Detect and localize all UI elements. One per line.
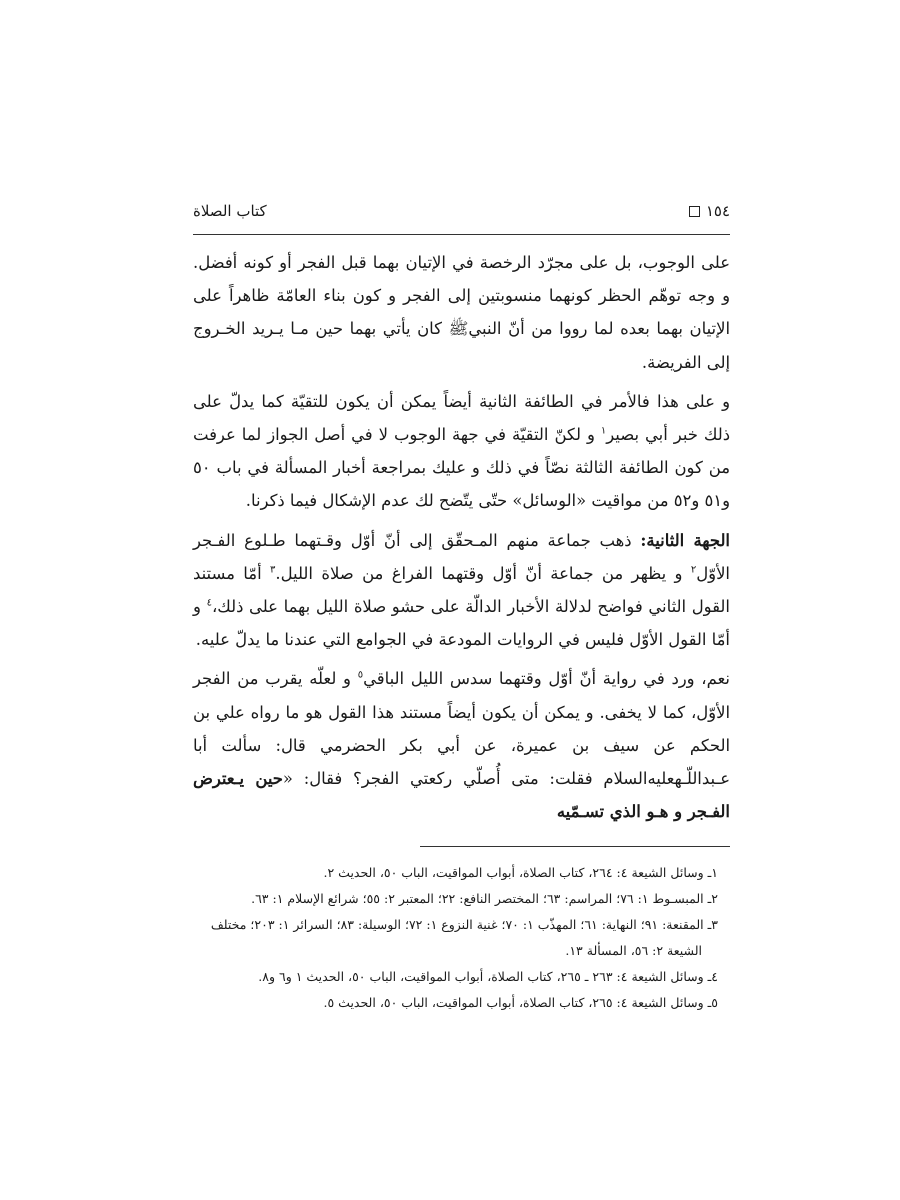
page-number: ١٥٤ <box>705 202 730 220</box>
paragraph-2-text-b: و لكنّ التقيّة في جهة الوجوب لا في أصل الجواز لما عرفت من كون الطائفة الثالثة نصّاً في ذلك و عليك بمراجعة أخبار المسألة في باب ٥٠ و٥١ و٥٢ من مواقيت «الوسائل» حتّى يتّضح لك عدم الإشكال فيما ذكرنا. <box>193 425 730 511</box>
page-number-group <box>689 202 730 220</box>
quoted-hadith-text: حين يـعترض الفـجر و هـو الذي تسـمّيه <box>193 769 730 822</box>
paragraph-3-text-a: ذهب جماعة منهم المـحقّق إلى أنّ أوّل وقـتهما طـلوع الفـجر الأوّل <box>193 530 730 583</box>
footnote-ref-2[interactable]: ٢ <box>690 564 697 576</box>
paragraph-3-text-b: و يظهر من جماعة أنّ أوّل وقتهما الفراغ من صلاة الليل. <box>275 563 691 583</box>
footnote-divider <box>420 846 730 847</box>
page-header <box>193 196 730 226</box>
footnote-3-continuation: الشيعة ٢: ٥٦، المسألة ١٣. <box>565 943 702 958</box>
footnote-ref-3[interactable]: ٣ <box>270 564 276 576</box>
header-divider <box>193 234 730 235</box>
paragraph-1 <box>193 246 730 379</box>
paragraph-4-text-b: و لعلّه يقرب من الفجر الأوّل، كما لا يخفى. و يمكن أن يكون أيضاً مستند هذا القول هو ما رواه علي بن الحكم عن سيف بن عميرة، عن أبي بكر الحضرمي قال: سألت أبا عـبداللّـهعليه‌السلام فقلت: متى أُصلّي ركعتي الفجر؟ فقال: « <box>193 669 730 789</box>
paragraph-2-text-a: و على هذا فالأمر في الطائفة الثانية أيضاً يمكن أن يكون للتقيّة كما يدلّ على ذلك خبر أبي بصير <box>193 391 730 445</box>
body-text <box>193 246 730 834</box>
paragraph-4 <box>193 662 730 828</box>
footnote-4: ٤ـ وسائل الشيعة ٤: ٢٦٣ ـ ٢٦٥، كتاب الصلاة، أبواب المواقيت، الباب ٥٠، الحديث ١ و٦ و٨. <box>258 969 718 984</box>
paragraph-4-text-a: نعم، ورد في رواية أنّ أوّل وقتهما سدس الليل الباقي <box>363 669 730 689</box>
paragraph-3-text-d: و أمّا القول الأوّل فليس في الروايات المودعة في الجوامع التي عندنا ما يدلّ عليه. <box>193 597 730 650</box>
book-title: كتاب الصلاة <box>193 202 267 220</box>
footnote-ref-4[interactable]: ٤ <box>206 597 212 609</box>
footnote-1: ١ـ وسائل الشيعة ٤: ٢٦٤، كتاب الصلاة، أبواب المواقيت، الباب ٥٠، الحديث ٢. <box>323 865 718 880</box>
footnote-2: ٢ـ المبسـوط ١: ٧٦؛ المراسم: ٦٣؛ المختصر النافع: ٢٢؛ المعتبر ٢: ٥٥؛ شرائع الإسلام ١: ٦٣. <box>251 891 718 906</box>
section-heading: الجهة الثانية: <box>640 530 730 550</box>
footnote-3: ٣ـ المقنعة: ٩١؛ النهاية: ٦١؛ المهذّب ١: ٧٠؛ غنية النزوع ١: ٧٢؛ الوسيلة: ٨٣؛ السرائر ١: ٢٠٣؛ مختلف <box>210 917 718 932</box>
paragraph-3 <box>193 524 730 657</box>
footnote-ref-5[interactable]: ٥ <box>357 669 364 681</box>
square-icon <box>689 206 700 217</box>
paragraph-2 <box>193 385 730 518</box>
footnotes <box>193 860 730 1016</box>
footnote-5: ٥ـ وسائل الشيعة ٤: ٢٦٥، كتاب الصلاة، أبواب المواقيت، الباب ٥٠، الحديث ٥. <box>323 995 718 1010</box>
footnote-ref-1[interactable]: ١ <box>600 425 607 437</box>
paragraph-1-text: على الوجوب، بل على مجرّد الرخصة في الإتيان بهما قبل الفجر أو كونه أفضل. و وجه توهّم الحظر كونهما منسوبتين إلى الفجر و كون بناء العامّة ظاهراً على الإتيان بهما بعده لما رووا من أنّ النبيﷺ كان يأتي بهما حين مـا يـريد الخـروج إلى الفريضة. <box>193 253 730 372</box>
paragraph-3-text-c: أمّا مستند القول الثاني فواضح لدلالة الأخبار الدالّة على حشو صلاة الليل بهما على ذلك، <box>193 563 730 617</box>
